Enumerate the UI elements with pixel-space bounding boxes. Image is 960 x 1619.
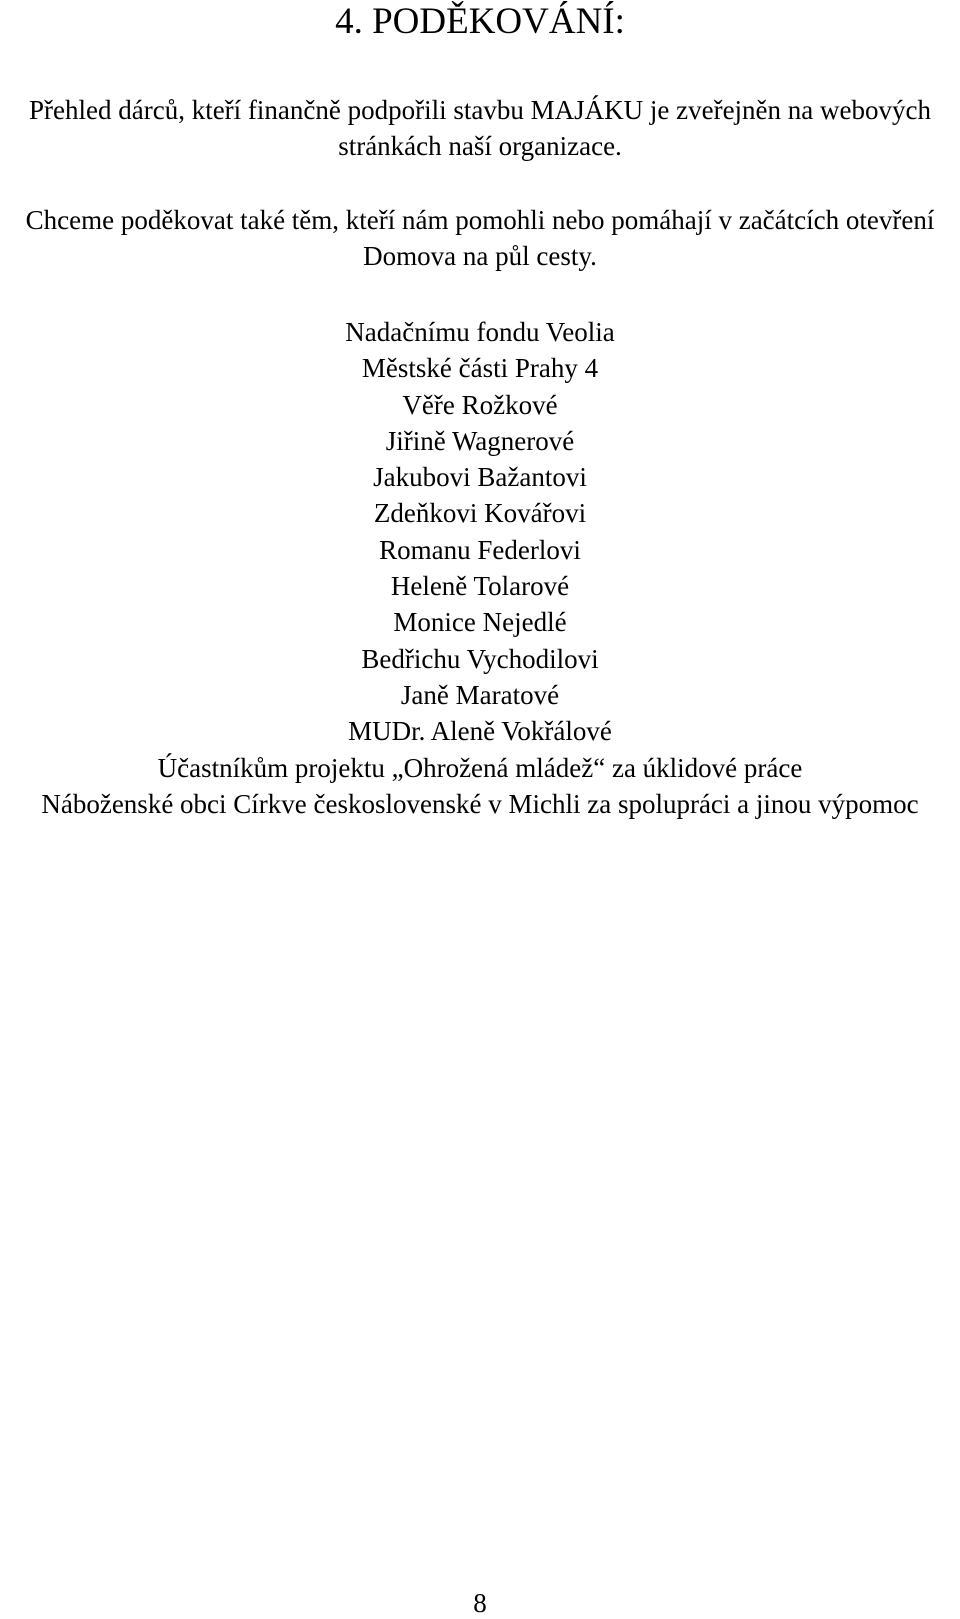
list-item: Nadačnímu fondu Veolia bbox=[345, 317, 615, 347]
page-title: 4. PODĚKOVÁNÍ: bbox=[335, 1, 625, 42]
thanks-list bbox=[0, 314, 960, 822]
list-item: Jakubovi Bažantovi bbox=[373, 462, 587, 493]
list-item: Jiřině Wagnerové bbox=[385, 425, 575, 456]
list-item: Janě Maratové bbox=[400, 679, 560, 710]
list-item: Městské části Prahy 4 bbox=[361, 353, 599, 384]
thanks-intro-paragraph: Chceme poděkovat také těm, kteří nám pomohli nebo pomáhají v začátcích otevření Domova na půl cesty. bbox=[25, 205, 935, 271]
list-item: MUDr. Aleně Vokřálové bbox=[348, 716, 612, 747]
donors-paragraph: Přehled dárců, kteří finančně podpořili stavbu MAJÁKU je zveřejněn na webových stránkách naší organizace. bbox=[29, 95, 931, 161]
list-item: Náboženské obci Církve československé v Michli za spolupráci a jinou výpomoc bbox=[41, 788, 919, 819]
list-item: Monice Nejedlé bbox=[393, 607, 567, 638]
list-item: Bedřichu Vychodilovi bbox=[361, 643, 599, 674]
list-item: Účastníkům projektu „Ohrožená mládež“ za úklidové práce bbox=[157, 752, 803, 783]
page-number: 8 bbox=[473, 1588, 487, 1618]
list-item: Romanu Federlovi bbox=[379, 534, 581, 565]
list-item: Věře Rožkové bbox=[402, 389, 558, 420]
list-item: Heleně Tolarové bbox=[390, 571, 570, 602]
list-item: Zdeňkovi Kovářovi bbox=[373, 498, 587, 529]
